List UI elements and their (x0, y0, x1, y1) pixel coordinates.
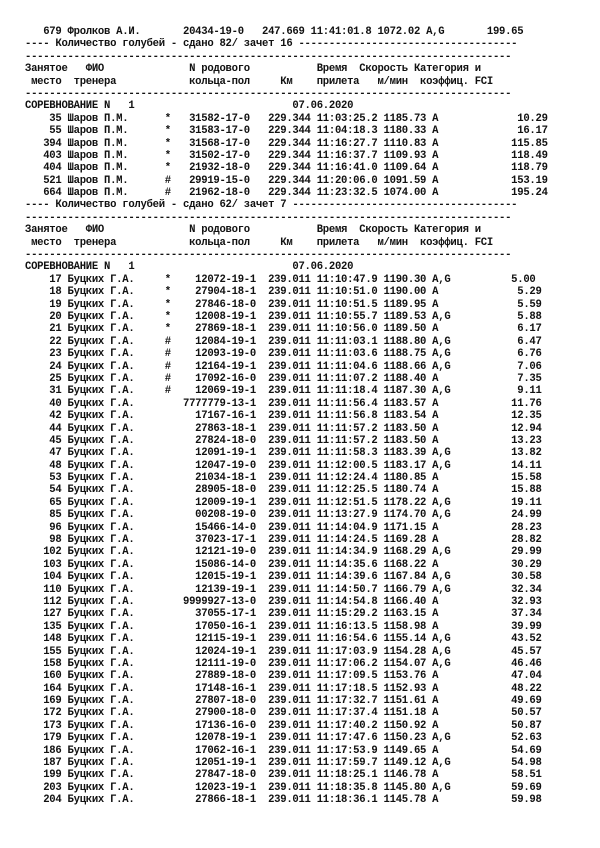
report-line: 169 Буцких Г.А. 27807-18-0 239.011 11:17:32.7 1151.61 A 49.69 (25, 695, 542, 708)
report-line: СОРЕВНОВАНИЕ N 1 07.06.2020 (25, 261, 354, 274)
report-line: 44 Буцких Г.А. 27863-18-1 239.011 11:11:57.2 1183.50 A 12.94 (25, 422, 542, 435)
report-line: 96 Буцких Г.А. 15466-14-0 239.011 11:14:04.9 1171.15 A 28.23 (25, 521, 542, 534)
report-line: ---- Количество голубей - сдано 82/ зачет 16 ------------------------------------ (25, 38, 518, 51)
report-line: ---- Количество голубей - сдано 62/ зачет 7 ------------------------------------- (25, 199, 518, 212)
report-line: 199 Буцких Г.А. 27847-18-0 239.011 11:18:25.1 1146.78 A 58.51 (25, 769, 542, 782)
report-line: 179 Буцких Г.А. 12078-19-1 239.011 11:17:47.6 1150.23 A,G 52.63 (25, 732, 542, 745)
report-line: 18 Буцких Г.А. * 27904-18-1 239.011 11:10:51.0 1190.00 A 5.29 (25, 286, 542, 299)
report-line: -------------------------------------------------------------------------------- (25, 211, 512, 224)
report-line: 164 Буцких Г.А. 17148-16-1 239.011 11:17:18.5 1152.93 A 48.22 (25, 682, 542, 695)
report-line: 104 Буцких Г.А. 12015-19-1 239.011 11:14:39.6 1167.84 A,G 30.58 (25, 571, 542, 584)
report-line: 21 Буцких Г.А. * 27869-18-1 239.011 11:10:56.0 1189.50 A 6.17 (25, 323, 542, 336)
report-line: 31 Буцких Г.А. # 12069-19-1 239.011 11:11:18.4 1187.30 A,G 9.11 (25, 385, 542, 398)
report-line: место тренера кольца-пол Км прилета м/мин коэффиц. FCI (25, 236, 493, 249)
report-line: 25 Буцких Г.А. # 17092-16-0 239.011 11:11:07.2 1188.40 A 7.35 (25, 372, 542, 385)
report-line: 24 Буцких Г.А. # 12164-19-1 239.011 11:11:04.6 1188.66 A,G 7.06 (25, 360, 542, 373)
report-line: 155 Буцких Г.А. 12024-19-1 239.011 11:17:03.9 1154.28 A,G 45.57 (25, 645, 542, 658)
report-line: 679 Фролков А.И. 20434-19-0 247.669 11:41:01.8 1072.02 A,G 199.65 (25, 26, 524, 38)
report-line: 204 Буцких Г.А. 27866-18-1 239.011 11:18:36.1 1145.78 A 59.98 (25, 794, 542, 807)
report-line: место тренера кольца-пол Км прилета м/мин коэффиц. FCI (25, 75, 493, 88)
report-line: 186 Буцких Г.А. 17062-16-1 239.011 11:17:53.9 1149.65 A 54.69 (25, 744, 542, 757)
report-line: 203 Буцких Г.А. 12023-19-1 239.011 11:18:35.8 1145.80 A,G 59.69 (25, 781, 542, 794)
report-line: 85 Буцких Г.А. 00208-19-0 239.011 11:13:27.9 1174.70 A,G 24.99 (25, 509, 542, 522)
report-line: 48 Буцких Г.А. 12047-19-0 239.011 11:12:00.5 1183.17 A,G 14.11 (25, 459, 542, 472)
report-line: СОРЕВНОВАНИЕ N 1 07.06.2020 (25, 100, 354, 113)
report-line: 19 Буцких Г.А. * 27846-18-0 239.011 11:10:51.5 1189.95 A 5.59 (25, 298, 542, 311)
report-line: 148 Буцких Г.А. 12115-19-1 239.011 11:16:54.6 1155.14 A,G 43.52 (25, 633, 542, 646)
report-line: 403 Шаров П.М. * 31502-17-0 229.344 11:16:37.7 1109.93 A 118.49 (25, 149, 548, 162)
report-line: 54 Буцких Г.А. 28905-18-0 239.011 11:12:25.5 1180.74 A 15.88 (25, 484, 542, 497)
results-document (25, 26, 548, 807)
report-line: 22 Буцких Г.А. # 12084-19-1 239.011 11:11:03.1 1188.80 A,G 6.47 (25, 335, 542, 348)
report-line: 173 Буцких Г.А. 17136-16-0 239.011 11:17:40.2 1150.92 A 50.87 (25, 719, 542, 732)
report-line: Занятое ФИО N родового Время Скорость Категория и (25, 224, 481, 237)
report-line: 158 Буцких Г.А. 12111-19-0 239.011 11:17:06.2 1154.07 A,G 46.46 (25, 657, 542, 670)
report-line: 127 Буцких Г.А. 37055-17-1 239.011 11:15:29.2 1163.15 A 37.34 (25, 608, 542, 621)
report-line: -------------------------------------------------------------------------------- (25, 87, 512, 100)
report-line: 103 Буцких Г.А. 15086-14-0 239.011 11:14:35.6 1168.22 A 30.29 (25, 558, 542, 571)
report-line: 112 Буцких Г.А. 9999927-13-0 239.011 11:14:54.8 1166.40 A 32.93 (25, 595, 542, 608)
report-line: Занятое ФИО N родового Время Скорость Категория и (25, 63, 481, 76)
report-line: 45 Буцких Г.А. 27824-18-0 239.011 11:11:57.2 1183.50 A 13.23 (25, 434, 542, 447)
report-line: 42 Буцких Г.А. 17167-16-1 239.011 11:11:56.8 1183.54 A 12.35 (25, 410, 542, 423)
report-line: 135 Буцких Г.А. 17050-16-1 239.011 11:16:13.5 1158.98 A 39.99 (25, 620, 542, 633)
report-line: 55 Шаров П.М. * 31583-17-0 229.344 11:04:18.3 1180.33 A 16.17 (25, 125, 548, 138)
report-line: 394 Шаров П.М. * 31568-17-0 229.344 11:16:27.7 1110.83 A 115.85 (25, 137, 548, 150)
report-line: 404 Шаров П.М. * 21932-18-0 229.344 11:16:41.0 1109.64 A 118.79 (25, 162, 548, 175)
report-line: 172 Буцких Г.А. 27900-18-0 239.011 11:17:37.4 1151.18 A 50.57 (25, 707, 542, 720)
report-line: 187 Буцких Г.А. 12051-19-1 239.011 11:17:59.7 1149.12 A,G 54.98 (25, 757, 542, 770)
report-line: 53 Буцких Г.А. 21034-18-1 239.011 11:12:24.4 1180.85 A 15.58 (25, 472, 542, 485)
report-line: 98 Буцких Г.А. 37023-17-1 239.011 11:14:24.5 1169.28 A 28.82 (25, 534, 542, 547)
report-line: -------------------------------------------------------------------------------- (25, 50, 512, 63)
report-line: 160 Буцких Г.А. 27889-18-0 239.011 11:17:09.5 1153.76 A 47.04 (25, 670, 542, 683)
report-line: -------------------------------------------------------------------------------- (25, 249, 512, 262)
report-line: 664 Шаров П.М. # 21962-18-0 229.344 11:23:32.5 1074.00 A 195.24 (25, 187, 548, 200)
report-line: 521 Шаров П.М. # 29919-15-0 229.344 11:20:06.0 1091.59 A 153.19 (25, 174, 548, 187)
report-line: 17 Буцких Г.А. * 12072-19-1 239.011 11:10:47.9 1190.30 A,G 5.00 (25, 273, 536, 286)
report-line: 102 Буцких Г.А. 12121-19-0 239.011 11:14:34.9 1168.29 A,G 29.99 (25, 546, 542, 559)
report-line: 35 Шаров П.М. * 31582-17-0 229.344 11:03:25.2 1185.73 A 10.29 (25, 112, 548, 125)
report-line: 40 Буцких Г.А. 7777779-13-1 239.011 11:11:56.4 1183.57 A 11.76 (25, 397, 542, 410)
report-line: 20 Буцких Г.А. * 12008-19-1 239.011 11:10:55.7 1189.53 A,G 5.88 (25, 310, 542, 323)
report-line: 65 Буцких Г.А. 12009-19-1 239.011 11:12:51.5 1178.22 A,G 19.11 (25, 496, 542, 509)
report-line: 110 Буцких Г.А. 12139-19-1 239.011 11:14:50.7 1166.79 A,G 32.34 (25, 583, 542, 596)
report-line: 23 Буцких Г.А. # 12093-19-0 239.011 11:11:03.6 1188.75 A,G 6.76 (25, 348, 542, 361)
report-line: 47 Буцких Г.А. 12091-19-1 239.011 11:11:58.3 1183.39 A,G 13.82 (25, 447, 542, 460)
